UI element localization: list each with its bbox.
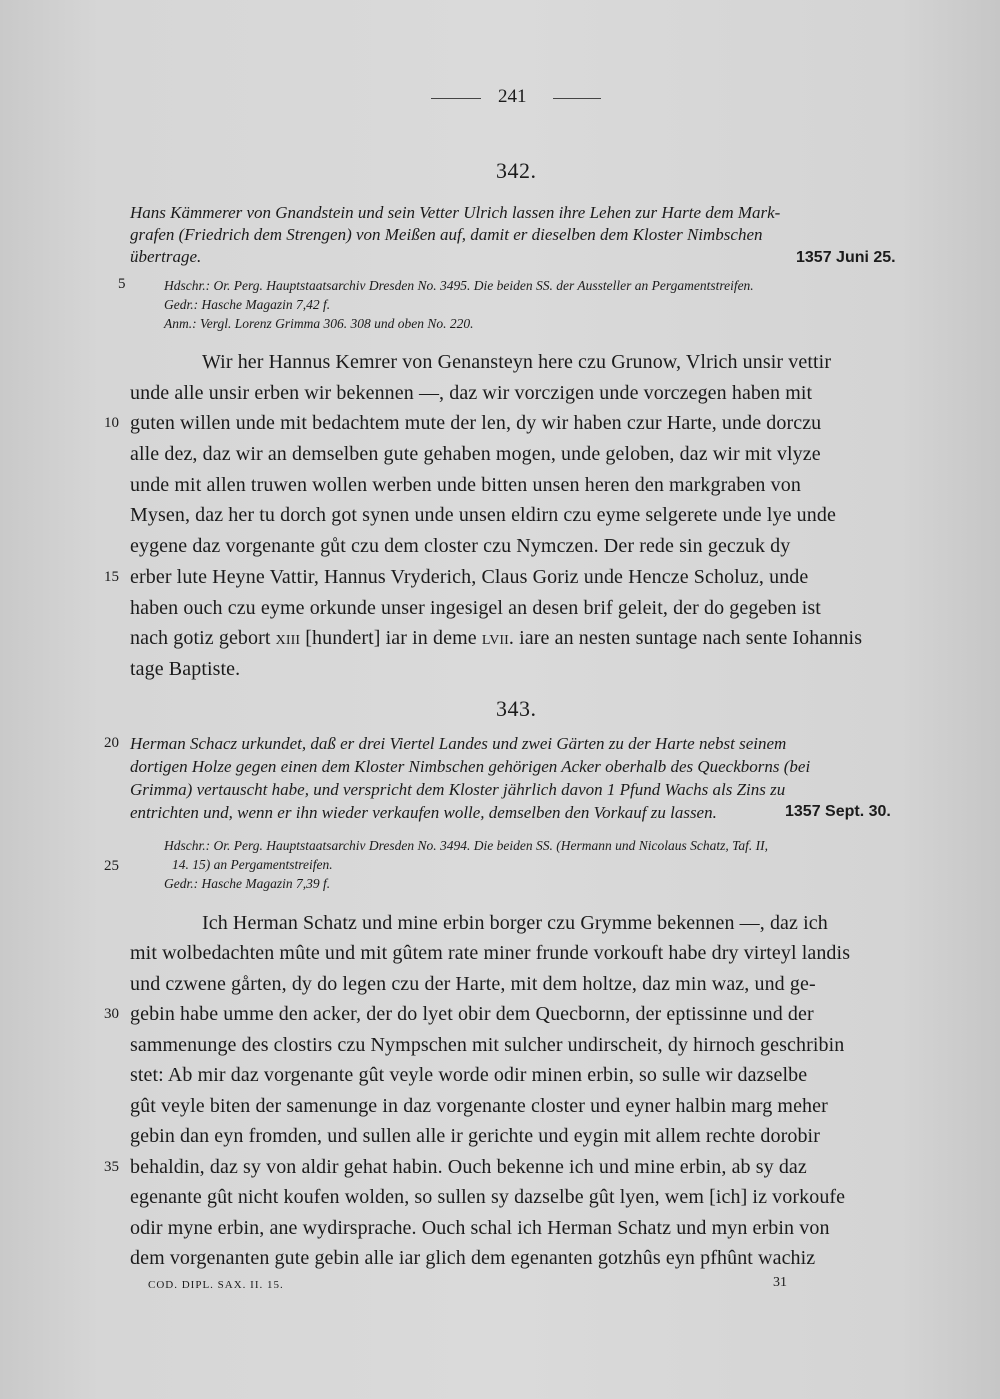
doc-343-text-line: Ich Herman Schatz und mine erbin borger czu Grymme bekennen —, daz ich [202,912,828,934]
doc-343-text-line: sammenunge des clostirs czu Nympschen mit sulcher undirscheit, dy hirnoch geschribin [130,1034,845,1056]
doc-342-regest-line: grafen (Friedrich dem Strengen) von Meißen auf, damit er dieselben dem Kloster Nimbschen [130,225,763,244]
line-number: 20 [104,735,119,751]
text-segment: iare an nesten suntage nach sente Iohannis [514,627,863,649]
doc-342-note-manuscript: Hdschr.: Or. Perg. Hauptstaatsarchiv Dresden No. 3495. Die beiden SS. der Aussteller an Pergamentstreifen. [164,278,754,293]
doc-342-note-remark: Anm.: Vergl. Lorenz Grimma 306. 308 und oben No. 220. [164,316,474,331]
doc-342-text-line: tage Baptiste. [130,658,241,680]
header-rule-right [553,98,601,99]
line-number: 30 [104,1006,119,1022]
doc-342-text-line: unde alle unsir erben wir bekennen —, daz wir vorczigen unde vorczegen haben mit [130,382,813,404]
doc-342-text-line: unde mit allen truwen wollen werben unde bitten unsen heren den markgraben von [130,474,801,496]
footer-series: COD. DIPL. SAX. II. 15. [148,1279,284,1291]
text-segment: nach gotiz gebort [130,627,276,649]
line-number: 25 [104,858,119,874]
page-number: 241 [498,86,527,107]
line-number: 10 [104,415,119,431]
doc-343-number: 343. [496,696,537,721]
doc-343-text-line: odir myne erbin, ane wydirsprache. Ouch schal ich Herman Schatz und myn erbin von [130,1217,830,1239]
footer-signature: 31 [773,1275,787,1290]
doc-342-text-line: erber lute Heyne Vattir, Hannus Vryderich, Claus Goriz unde Hencze Scholuz, unde [130,566,809,588]
doc-343-note-printed: Gedr.: Hasche Magazin 7,39 f. [164,876,331,891]
doc-342-text-line: haben ouch czu eyme orkunde unser ingesigel an desen brif geleit, der do gegeben ist [130,597,821,619]
doc-343-text-line: gût veyle biten der samenunge in daz vorgenante closter und eyner halbin marg meher [130,1095,828,1117]
doc-343-text-line: und czwene gårten, dy do legen czu der Harte, mit dem holtze, daz min waz, und ge- [130,973,816,995]
doc-342-text-line: guten willen unde mit bedachtem mute der len, dy wir haben czur Harte, unde dorczu [130,412,822,434]
doc-343-text-line: stet: Ab mir daz vorgenante gût veyle worde odir minen erbin, so sulle wir dazselbe [130,1064,808,1086]
doc-343-text-line: egenante gût nicht koufen wolden, so sullen sy dazselbe gût lyen, wem [ich] iz vorkoufe [130,1186,846,1208]
doc-342-date: 1357 Juni 25. [796,249,896,266]
doc-342-text-line: Wir her Hannus Kemrer von Genansteyn here czu Grunow, Vlrich unsir vettir [202,351,832,373]
line-number: 15 [104,569,119,585]
line-number: 5 [118,276,126,292]
header-rule-left [431,98,481,99]
roman-numeral: lvii. [481,627,515,649]
doc-343-text-line: dem vorgenanten gute gebin alle iar glich dem egenanten gotzhûs eyn pfhûnt wachiz [130,1247,816,1269]
doc-342-text-line: eygene daz vorgenante gůt czu dem closter czu Nymczen. Der rede sin geczuk dy [130,535,791,557]
doc-342-text-line: alle dez, daz wir an demselben gute gehaben mogen, unde geloben, daz wir mit vlyze [130,443,821,465]
doc-342-regest-line: übertrage. [130,247,202,266]
doc-343-text-line: gebin habe umme den acker, der do lyet obir dem Quecbornn, der eptissinne und der [130,1003,814,1025]
doc-342-text-line: Mysen, daz her tu dorch got synen unde unsen eldirn czu eyme selgerete unde lye unde [130,504,836,526]
doc-342-note-printed: Gedr.: Hasche Magazin 7,42 f. [164,297,331,312]
doc-343-note-manuscript-cont: 14. 15) an Pergamentstreifen. [172,857,333,872]
doc-343-regest-line: Herman Schacz urkundet, daß er drei Viertel Landes und zwei Gärten zu der Harte nebst seinem [130,734,787,753]
doc-343-text-line: mit wolbedachten mûte und mit gûtem rate miner frunde vorkouft habe dry virteyl landis [130,942,851,964]
doc-343-text-line: behaldin, daz sy von aldir gehat habin. Ouch bekenne ich und mine erbin, ab sy daz [130,1156,807,1178]
doc-342-number: 342. [496,158,537,183]
roman-numeral: xiii [275,627,301,649]
line-number: 35 [104,1159,119,1175]
doc-343-note-manuscript: Hdschr.: Or. Perg. Hauptstaatsarchiv Dresden No. 3494. Die beiden SS. (Hermann und Nicolaus Schatz, Taf. II, [164,838,768,853]
doc-343-regest-line: Grimma) vertauscht habe, und verspricht dem Kloster jährlich davon 1 Pfund Wachs als Zins zu [130,780,786,799]
text-segment: [hundert] iar in deme [300,627,482,649]
doc-343-date: 1357 Sept. 30. [785,803,891,820]
doc-343-regest-line: entrichten und, wenn er ihn wieder verkaufen wolle, demselben den Vorkauf zu lassen. [130,803,717,822]
doc-343-text-line: gebin dan eyn fromden, und sullen alle ir gerichte und eygin mit allem rechte dorobir [130,1125,820,1147]
doc-342-regest-line: Hans Kämmerer von Gnandstein und sein Vetter Ulrich lassen ihre Lehen zur Harte dem Mark- [130,203,781,222]
doc-343-regest-line: dortigen Holze gegen einen dem Kloster Nimbschen gehörigen Acker oberhalb des Queckborns (bei [130,757,811,776]
doc-342-text-line [130,627,862,650]
